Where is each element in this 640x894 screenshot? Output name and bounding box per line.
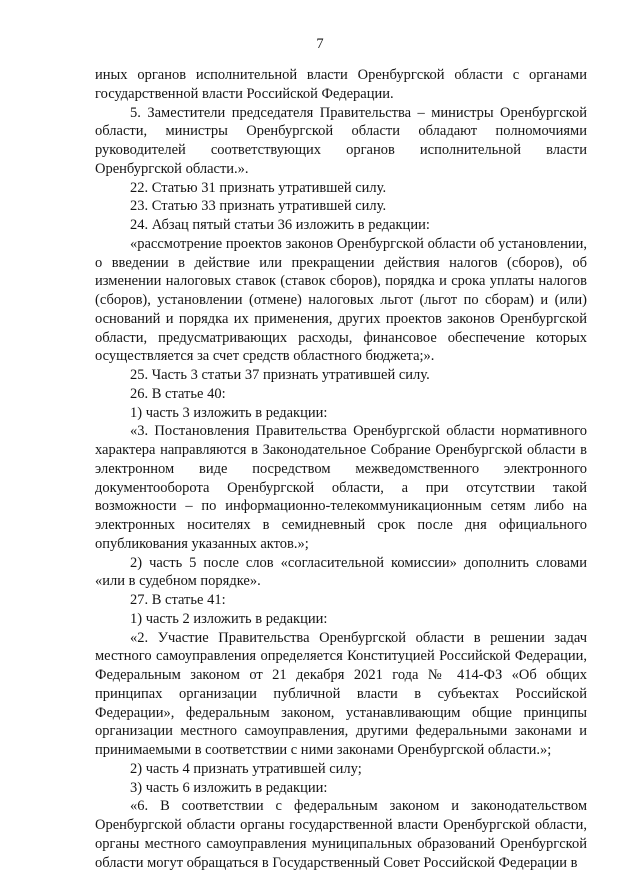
- page-number: 7: [316, 36, 324, 52]
- document-body: [95, 66, 587, 872]
- paragraph-item-22: 22. Статью 31 признать утратившей силу.: [130, 179, 387, 196]
- paragraph-item-23: 23. Статью 33 признать утратившей силу.: [130, 198, 387, 215]
- paragraph-subitem-27-3: 3) часть 6 изложить в редакции:: [130, 779, 328, 796]
- paragraph-quote-article-41-part-6: «6. В соответствии с федеральным законом и законодательством Оренбургской области органы государственной власти Оренбургской области, органы местного самоуправления муниципальных образований Оренбургской области могут обращаться в Государственный Совет Российской Федерации в: [95, 798, 587, 871]
- paragraph-quote-article-40-part-3: «3. Постановления Правительства Оренбургской области нормативного характера направляются в Законодательное Собрание Оренбургской области в электронном виде посредством межведомственного электронного документооборота Оренбургской области, а при отсутствии такой возможности – по информационно-телекоммуникационным сетям либо на электронных носителях в семидневный срок после дня официального опубликования указанных актов.»;: [95, 423, 587, 552]
- paragraph-subitem-27-1: 1) часть 2 изложить в редакции:: [130, 610, 328, 627]
- paragraph-item-24: 24. Абзац пятый статьи 36 изложить в редакции:: [130, 217, 430, 233]
- paragraph-subitem-26-1: 1) часть 3 изложить в редакции:: [130, 404, 328, 421]
- paragraph-item-5: 5. Заместители председателя Правительства – министры Оренбургской области, министры Оренбургской области обладают полномочиями руководителей соответствующих органов исполнительной власти Оренбургской области.».: [95, 104, 587, 177]
- paragraph-quote-article-36: «рассмотрение проектов законов Оренбургской области об установлении, о введении в действие или прекращении действия налогов (сборов), об изменении налоговых ставок (ставок сборов), порядка и срока уплаты налогов (сборов), установлении (отмене) налоговых льгот (льгот по сборам) и (или) оснований и порядка их применения, других проектов законов Оренбургской области, предусматривающих расходы, финансовое обеспечение которых осуществляется за счет средств областного бюджета;».: [95, 235, 587, 365]
- paragraph-item-27: 27. В статье 41:: [130, 592, 226, 608]
- paragraph-subitem-27-2: 2) часть 4 признать утратившей силу;: [130, 760, 362, 777]
- paragraph-item-26: 26. В статье 40:: [130, 385, 226, 402]
- paragraph-subitem-26-2: 2) часть 5 после слов «согласительной комиссии» дополнить словами «или в судебном порядке».: [95, 554, 587, 590]
- paragraph-quote-article-41-part-2: «2. Участие Правительства Оренбургской области в решении задач местного самоуправления определяется Конституцией Российской Федерации, Федеральным законом от 21 декабря 2021 года № 414-ФЗ «Об общих принципах организации публичной власти в субъектах Российской Федерации», федеральным законом, устанавливающим общие принципы организации местного самоуправления, другими федеральными законами и принимаемыми в соответствии с ними законами Оренбургской области.»;: [95, 629, 587, 758]
- paragraph-continuation: иных органов исполнительной власти Оренбургской области с органами государственной власти Российской Федерации.: [95, 67, 587, 102]
- paragraph-item-25: 25. Часть 3 статьи 37 признать утратившей силу.: [130, 367, 430, 383]
